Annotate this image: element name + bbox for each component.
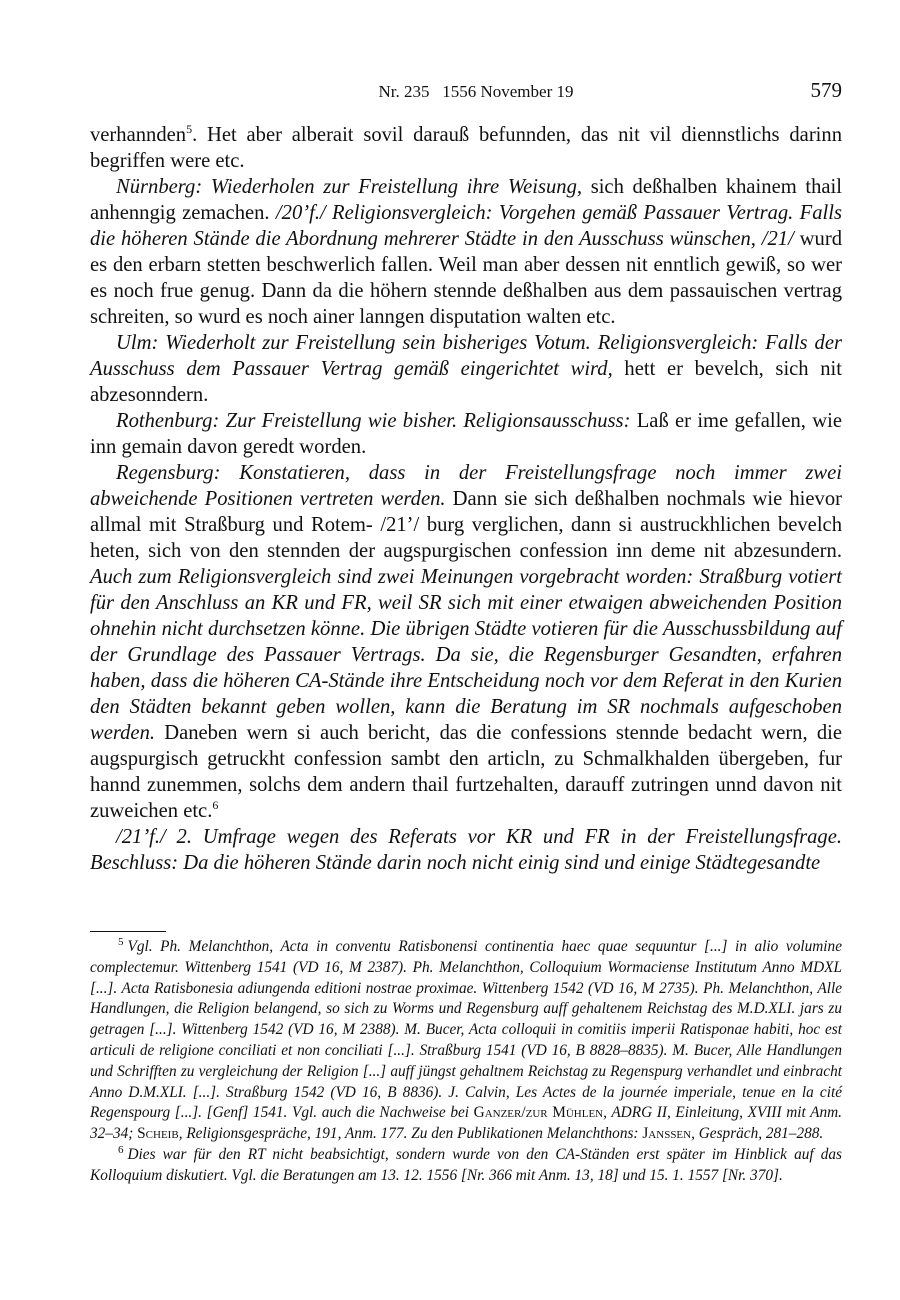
paragraph-continuation: verhannden$^5$. Het aber alberait sovil darauß befunnden, das nit vil diennstlichs darinn begriffen were etc. <box>90 122 842 172</box>
footnote-5: $^5$ Vgl. Ph. Melanchthon, Acta in conventu Ratisbonensi continentia haec quae sequuntur [...] in alio volumine complectemur. Wittenberg 1541 (VD 16, M 2387). Ph. Melanchthon, Colloquium Wormaciense Institutum Anno MDXL [...]. Acta Ratisbonesia adiungenda editioni nostrae proximae. Wittenberg 1542 (VD 16, M 2735). Ph. Melanchthon, Alle Handlungen, die Religion belangend, so sich zu Worms und Regensburg auff gehaltenem Reichstag des M.D.XLI. jars zu getragen [...]. Wittenberg 1542 (VD 16, M 2388). M. Bucer, Acta colloquii in comitiis imperii Ratisponae habiti, hoc est articuli de religione conciliati et non conciliati [...]. Straßburg 1541 (VD 16, B 8828–8835). M. Bucer, Alle Handlungen und Schrifften zu vergleichung der Religion [...] auff jüngst gehaltnem Reichstag zu Regenspurg verhandlet und einbracht Anno D.M.XLI. [...]. Straßburg 1542 (VD 16, B 8836). J. Calvin, Les Actes de la journée imperiale, tenue en la cité Regenspourg [...]. [Genf] 1541. Vgl. auch die Nachweise bei Ganzer/zur Mühlen, ADRG II, Einleitung, XVIII mit Anm. 32–34; Scheib, Religionsgespräche, 191, Anm. 177. Zu den Publikationen Melanchthons: Janssen, Gespräch, 281–288. <box>90 935 842 1143</box>
footnotes <box>90 937 842 1187</box>
paragraph-umfrage: /21’f./ 2. Umfrage wegen des Referats vor KR und FR in der Freistellungsfrage. Beschluss: Da die höheren Stände darin noch nicht einig sind und einige Städtegesandte <box>90 826 842 874</box>
page-header <box>90 78 842 108</box>
running-head: Nr. 235 1556 November 19 <box>378 82 574 101</box>
main-text <box>90 122 842 876</box>
footnote-ref-6[interactable]: 6 <box>212 798 219 813</box>
footnote-ref-5[interactable]: 5 <box>186 122 193 137</box>
paragraph-regensburg: Regensburg: Konstatieren, dass in der Freistellungsfrage noch immer zwei abweichende Positionen vertreten werden. Dann sie sich deßhalben nochmals wie hievor allmal mit Straßburg und Rotem- /21’/ burg verglichen, dann si austruckhlichen bevelch heten, sich von den stennden der augspurgischen confession inn deme nit abzesundern. Auch zum Religionsvergleich sind zwei Meinungen vorgebracht worden: Straßburg votiert für den Anschluss an KR und FR, weil SR sich mit einer etwaigen abweichenden Position ohnehin nicht durchsetzen könne. Die übrigen Städte votieren für die Ausschussbildung auf der Grundlage des Passauer Vertrags. Da sie, die Regensburger Gesandten, erfahren haben, dass die höheren CA-Stände ihre Entscheidung noch vor dem Referat in den Kurien den Städten bekannt geben wollen, kann die Beratung im SR nochmals aufgeschoben werden. Daneben wern si auch bericht, das die confessions stennde bedacht wern, die augspurgisch getruckht confession sambt den articln, zu Schmalkhalden übergeben, fur hannd zunemmen, solchs dem andern thail furtzehalten, darauff zutringen unnd davon nit zuweichen etc.$^6$ <box>90 462 842 822</box>
paragraph-ulm: Ulm: Wiederholt zur Freistellung sein bisheriges Votum. Religionsvergleich: Falls der Ausschuss dem Passauer Vertrag gemäß eingerichtet wird, hett er bevelch, sich nit abzesonndern. <box>90 332 842 406</box>
footnote-6: $^6$ Dies war für den RT nicht beabsichtigt, sondern wurde von den CA-Ständen erst später im Hinblick auf das Kolloquium diskutiert. Vgl. die Beratungen am 13. 12. 1556 [Nr. 366 mit Anm. 13, 18] und 15. 1. 1557 [Nr. 370]. <box>90 1143 842 1184</box>
page-number: 579 <box>810 78 842 102</box>
footnote-divider <box>90 931 166 932</box>
paragraph-rothenburg: Rothenburg: Zur Freistellung wie bisher. Religionsausschuss: Laß er ime gefallen, wie inn gemain davon geredt worden. <box>90 410 842 458</box>
paragraph-nuernberg: Nürnberg: Wiederholen zur Freistellung ihre Weisung, sich deßhalben khainem thail anhenngig zemachen. /20’f./ Religionsvergleich: Vorgehen gemäß Passauer Vertrag. Falls die höheren Stände die Abordnung mehrerer Städte in den Ausschuss wünschen, /21/ wurd es den erbarn stetten beschwerlich fallen. Weil man aber dessen nit enntlich gewiß, so wer es noch frue genug. Dann da die höhern stennde deßhalben aus dem passauischen vertrag schreiten, so wurd es noch ainer lanngen disputation walten etc. <box>90 176 842 328</box>
